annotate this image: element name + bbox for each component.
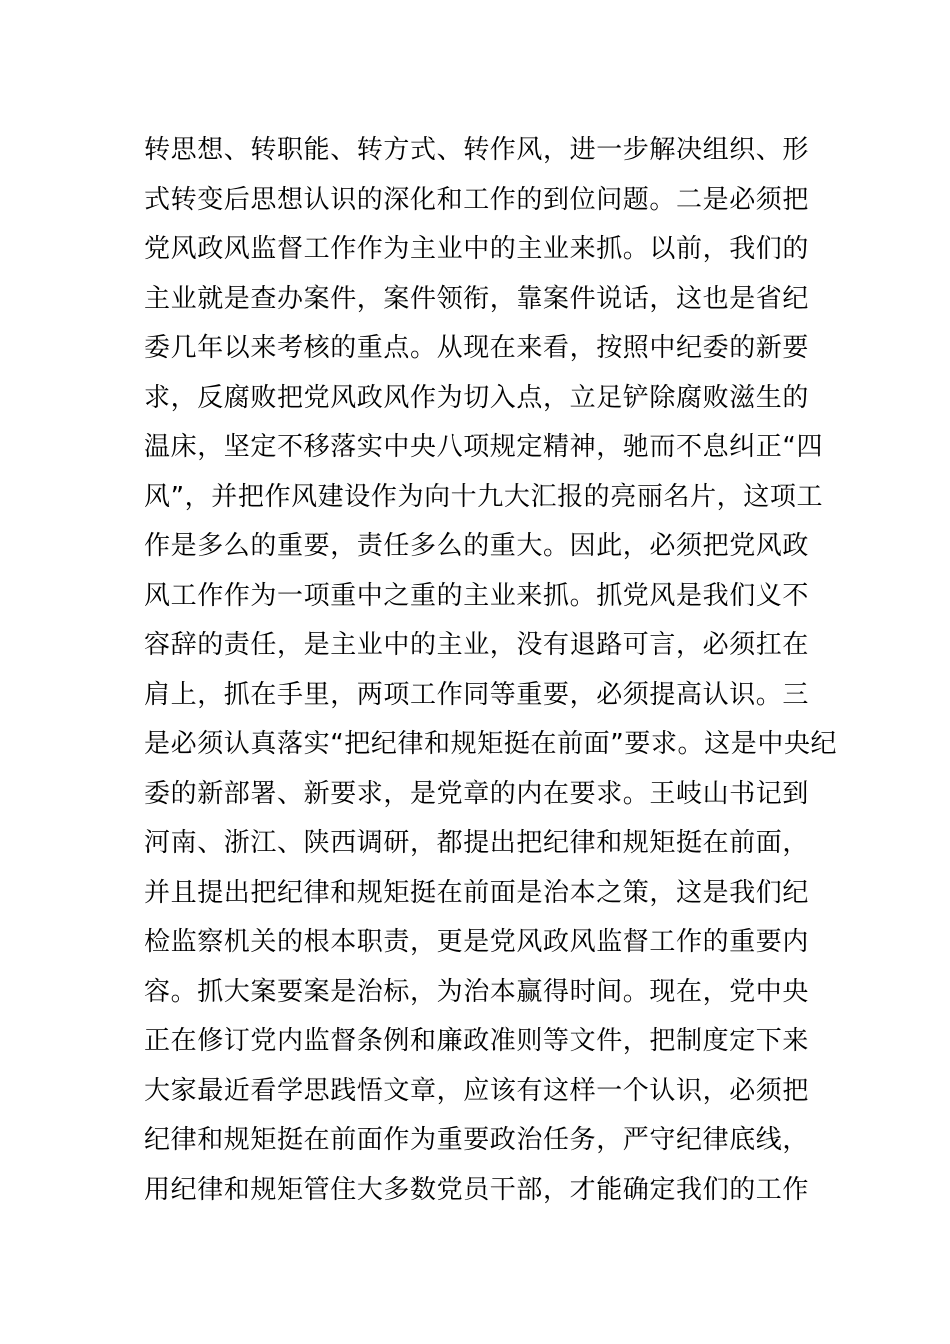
text-line-13: 是必须认真落实“把纪律和规矩挺在前面”要求。这是中央纪 bbox=[144, 729, 838, 759]
text-line-11: 容辞的责任，是主业中的主业，没有退路可言，必须扛在 bbox=[144, 630, 810, 660]
text-line-15: 河南、浙江、陕西调研，都提出把纪律和规矩挺在前面， bbox=[144, 828, 810, 858]
text-line-18: 容。抓大案要案是治标，为治本赢得时间。现在，党中央 bbox=[144, 976, 810, 1007]
text-line-19: 正在修订党内监督条例和廉政准则等文件，把制度定下来 bbox=[144, 1026, 810, 1056]
text-line-3: 党风政风监督工作作为主业中的主业来抓。以前，我们的 bbox=[144, 234, 810, 264]
text-line-20: 大家最近看学思践悟文章，应该有这样一个认识，必须把 bbox=[144, 1075, 810, 1106]
text-line-1: 转思想、转职能、转方式、转作风，进一步解决组织、形 bbox=[144, 135, 810, 165]
text-line-16: 并且提出把纪律和规矩挺在前面是治本之策，这是我们纪 bbox=[144, 877, 810, 908]
body-text bbox=[144, 126, 838, 1215]
text-line-10: 风工作作为一项重中之重的主业来抓。抓党风是我们义不 bbox=[144, 580, 810, 611]
text-line-14: 委的新部署、新要求，是党章的内在要求。王岐山书记到 bbox=[144, 778, 810, 809]
text-line-17: 检监察机关的根本职责，更是党风政风监督工作的重要内 bbox=[144, 927, 810, 957]
text-line-22: 用纪律和规矩管住大多数党员干部，才能确定我们的工作 bbox=[144, 1174, 810, 1205]
text-line-9: 作是多么的重要，责任多么的重大。因此，必须把党风政 bbox=[144, 531, 810, 561]
text-line-6: 求，反腐败把党风政风作为切入点，立足铲除腐败滋生的 bbox=[144, 382, 810, 413]
text-line-7: 温床，坚定不移落实中央八项规定精神，驰而不息纠正“四 bbox=[144, 432, 824, 462]
text-line-2: 式转变后思想认识的深化和工作的到位问题。二是必须把 bbox=[144, 184, 810, 215]
text-line-4: 主业就是查办案件，案件领衔，靠案件说话，这也是省纪 bbox=[144, 283, 810, 314]
text-line-21: 纪律和规矩挺在前面作为重要政治任务，严守纪律底线， bbox=[144, 1125, 810, 1155]
text-line-8: 风”，并把作风建设作为向十九大汇报的亮丽名片，这项工 bbox=[144, 481, 824, 512]
text-line-12: 肩上，抓在手里，两项工作同等重要，必须提高认识。三 bbox=[144, 679, 810, 710]
text-line-5: 委几年以来考核的重点。从现在来看，按照中纪委的新要 bbox=[144, 333, 810, 363]
